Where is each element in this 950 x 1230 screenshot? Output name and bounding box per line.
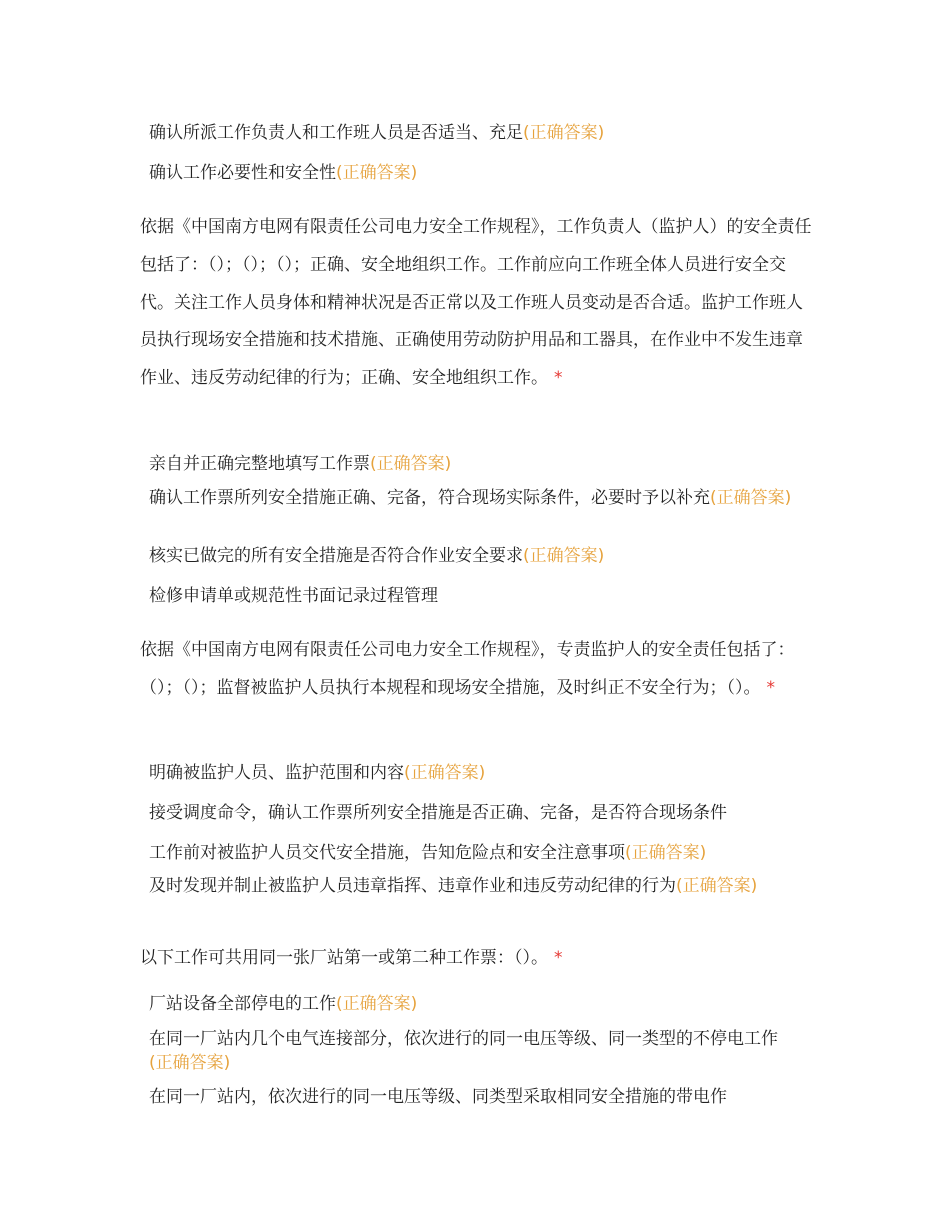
correct-answer-tag: (正确答案) xyxy=(710,488,792,508)
option-q2-4[interactable] xyxy=(149,874,797,898)
correct-answer-tag: (正确答案) xyxy=(149,1053,231,1073)
correct-answer-tag: (正确答案) xyxy=(523,123,605,143)
option-text: 在同一厂站内几个电气连接部分，依次进行的同一电压等级、同一类型的不停电工作 xyxy=(149,1029,778,1049)
question-2-text xyxy=(140,632,815,708)
question-1-text xyxy=(140,209,815,398)
correct-answer-tag: (正确答案) xyxy=(676,876,758,896)
question-stem: 依据《中国南方电网有限责任公司电力安全工作规程》，工作负责人（监护人）的安全责任包括了：（）；（）；（）；正确、安全地组织工作。工作前应向工作班全体人员进行安全交代。关注工作人员身体和精神状况是否正常以及工作班人员变动是否合适。监护工作班人员执行现场安全措施和技术措施、正确使用劳动防护用品和工器具，在作业中不发生违章作业、违反劳动纪律的行为；正确、安全地组织工作。 xyxy=(140,217,812,389)
option-q3-3[interactable] xyxy=(149,1085,797,1109)
option-q1-2[interactable] xyxy=(149,486,797,510)
option-q3-1[interactable] xyxy=(149,992,797,1016)
question-3-text xyxy=(140,940,815,978)
option-q1-1[interactable] xyxy=(149,452,797,476)
option-q0-1[interactable] xyxy=(149,121,797,145)
correct-answer-tag: (正确答案) xyxy=(404,763,486,783)
required-mark: * xyxy=(554,948,563,968)
option-q3-2[interactable] xyxy=(149,1027,797,1075)
option-text: 确认工作必要性和安全性 xyxy=(149,163,336,183)
option-text: 亲自并正确完整地填写工作票 xyxy=(149,454,370,474)
option-q0-2[interactable] xyxy=(149,161,797,185)
question-stem: 依据《中国南方电网有限责任公司电力安全工作规程》，专责监护人的安全责任包括了：（）；（）；监督被监护人员执行本规程和现场安全措施，及时纠正不安全行为；（）。 xyxy=(140,640,795,698)
option-q1-3[interactable] xyxy=(149,544,797,568)
option-text: 明确被监护人员、监护范围和内容 xyxy=(149,763,404,783)
correct-answer-tag: (正确答案) xyxy=(370,454,452,474)
option-q1-4[interactable] xyxy=(149,584,797,608)
correct-answer-tag: (正确答案) xyxy=(625,843,707,863)
correct-answer-tag: (正确答案) xyxy=(336,163,418,183)
option-text: 及时发现并制止被监护人员违章指挥、违章作业和违反劳动纪律的行为 xyxy=(149,876,676,896)
option-text: 工作前对被监护人员交代安全措施，告知危险点和安全注意事项 xyxy=(149,843,625,863)
correct-answer-tag: (正确答案) xyxy=(523,546,605,566)
option-q2-2[interactable] xyxy=(149,801,797,825)
option-text: 确认所派工作负责人和工作班人员是否适当、充足 xyxy=(149,123,523,143)
correct-answer-tag: (正确答案) xyxy=(336,994,418,1014)
question-stem: 以下工作可共用同一张厂站第一或第二种工作票：（）。 xyxy=(140,948,548,968)
option-text: 确认工作票所列安全措施正确、完备，符合现场实际条件，必要时予以补充 xyxy=(149,488,710,508)
option-text: 检修申请单或规范性书面记录过程管理 xyxy=(149,586,438,606)
option-text: 接受调度命令，确认工作票所列安全措施是否正确、完备，是否符合现场条件 xyxy=(149,803,727,823)
option-text: 核实已做完的所有安全措施是否符合作业安全要求 xyxy=(149,546,523,566)
option-q2-1[interactable] xyxy=(149,761,797,785)
required-mark: * xyxy=(554,368,563,389)
option-text: 厂站设备全部停电的工作 xyxy=(149,994,336,1014)
option-q2-3[interactable] xyxy=(149,841,797,865)
required-mark: * xyxy=(766,677,775,698)
option-text: 在同一厂站内，依次进行的同一电压等级、同类型采取相同安全措施的带电作 xyxy=(149,1087,727,1107)
